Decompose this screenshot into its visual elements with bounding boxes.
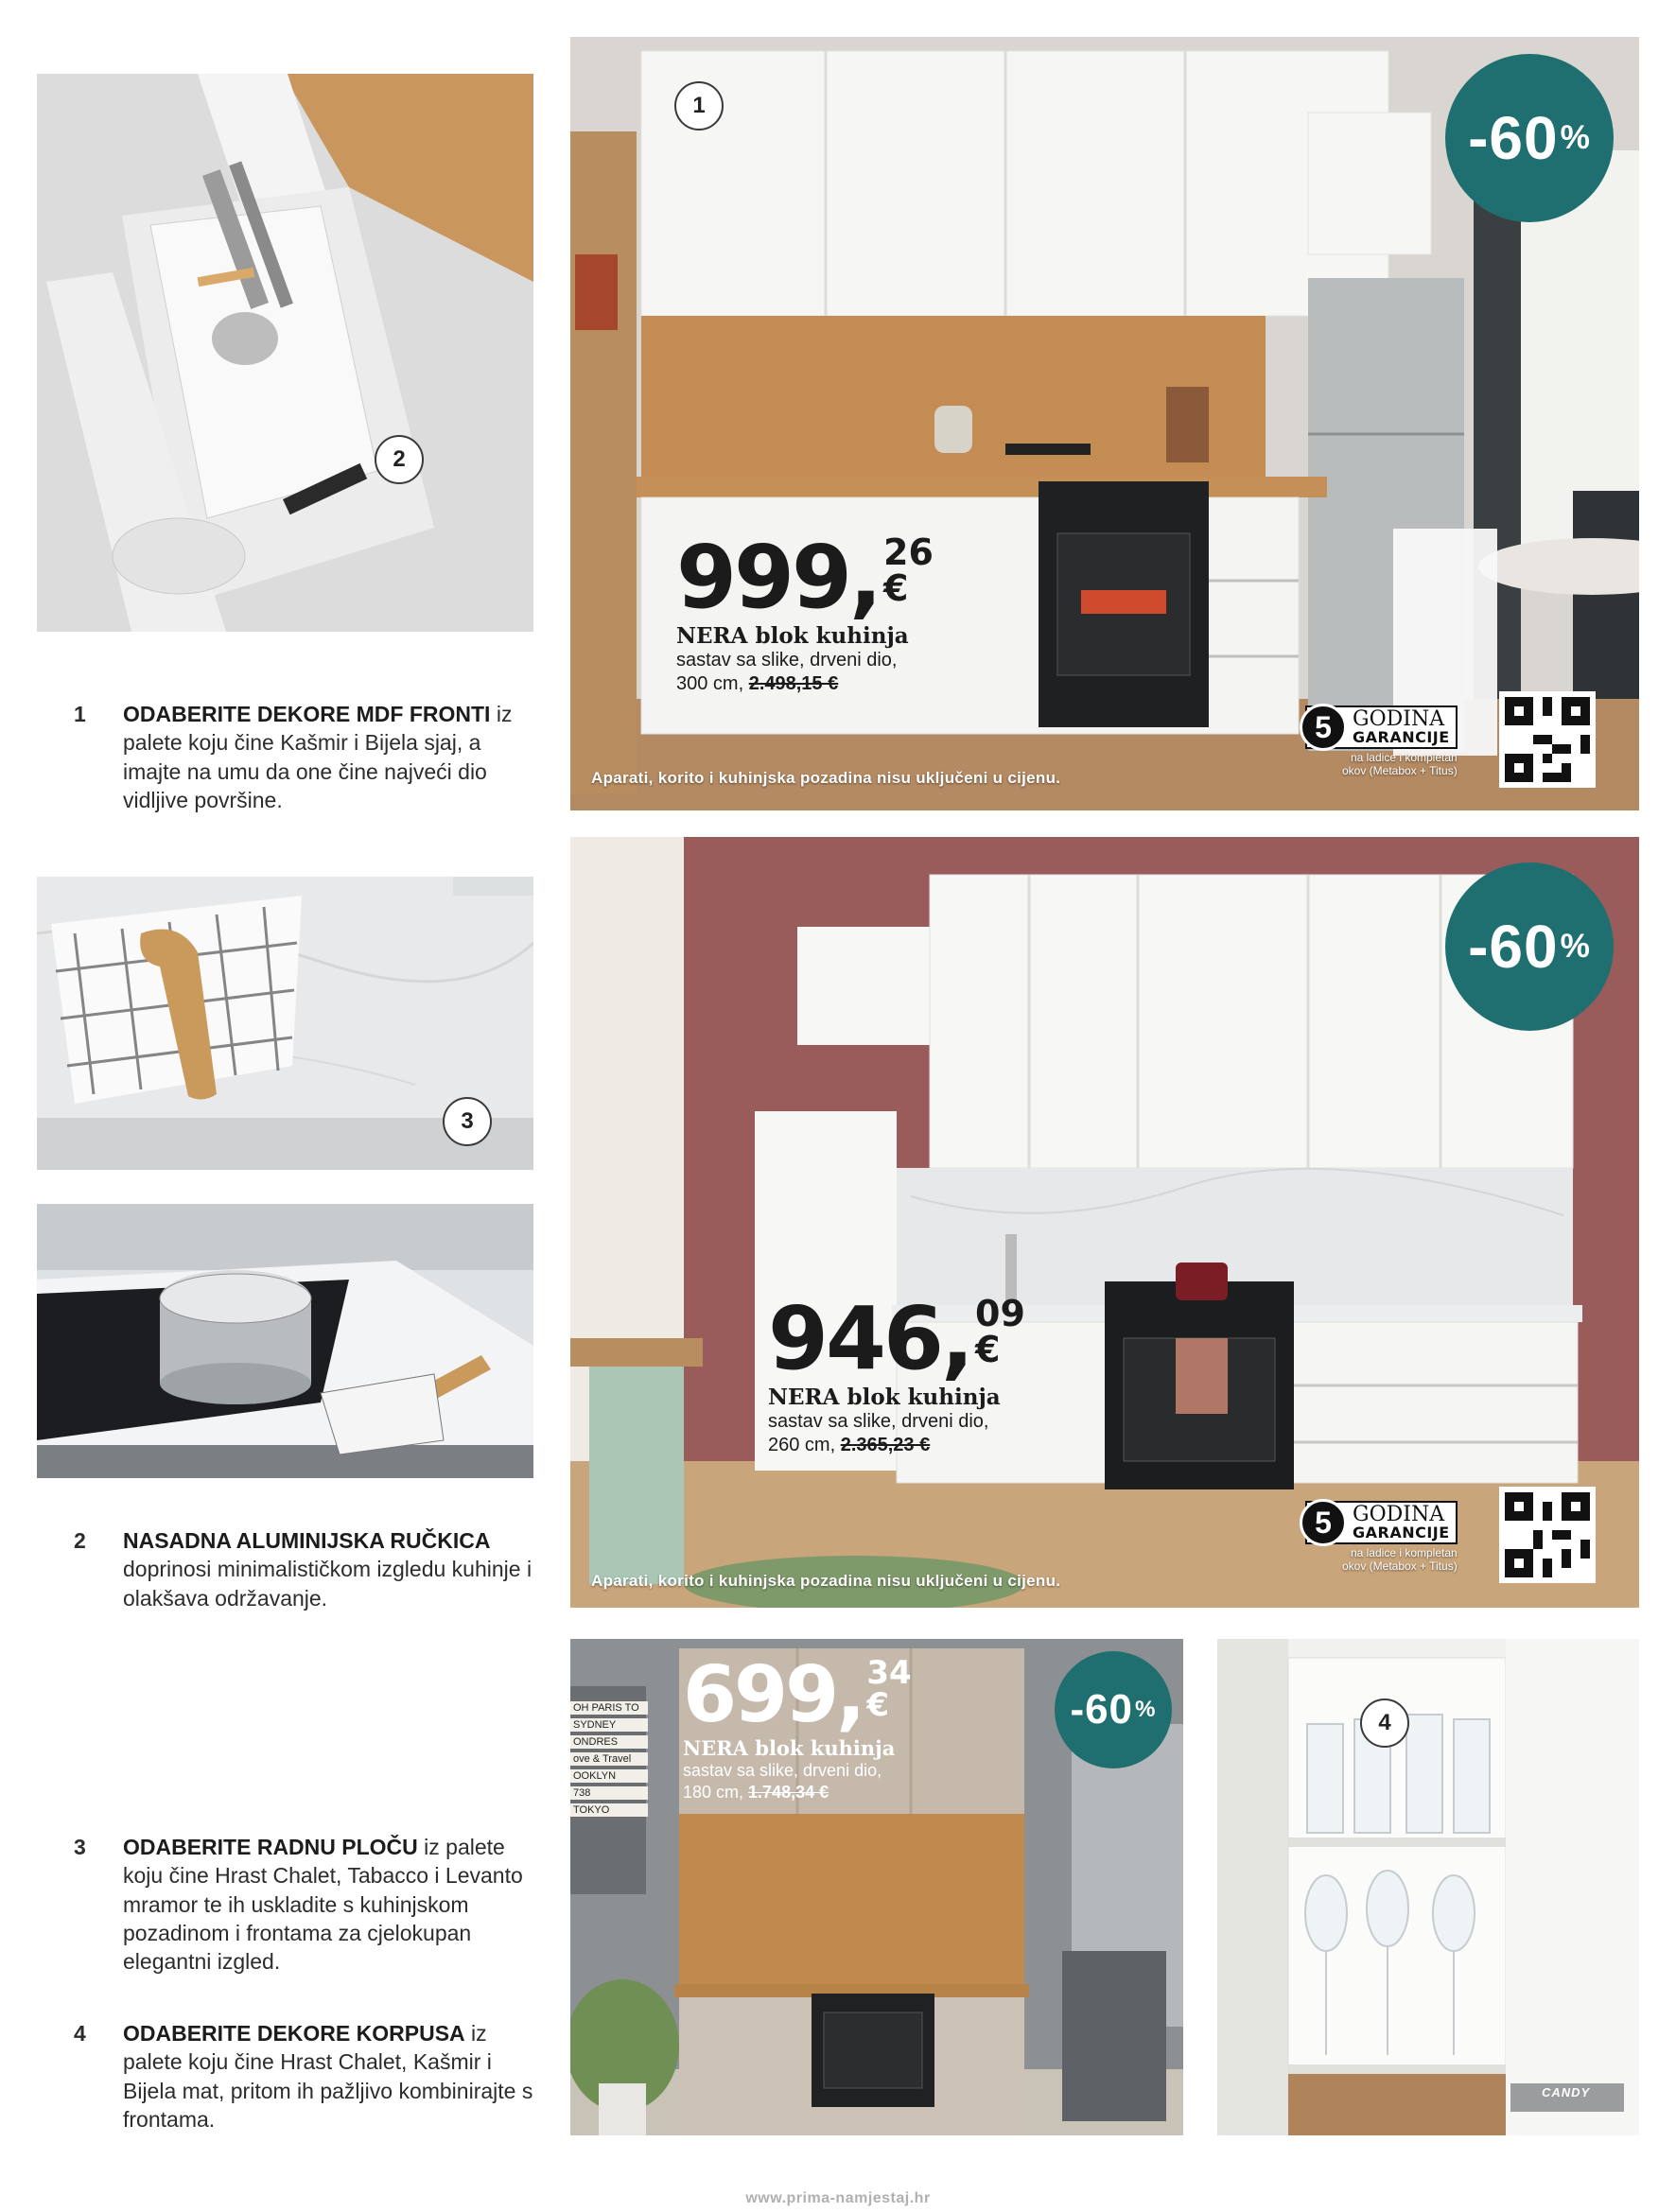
discount-percent: % (1560, 119, 1591, 156)
price-currency: € (975, 1329, 1001, 1370)
feature-heading: ODABERITE DEKORE MDF FRONTI (123, 702, 491, 726)
badge-number-3: 3 (443, 1097, 492, 1146)
feature-number: 4 (74, 2021, 86, 2046)
price-currency: € (883, 567, 909, 609)
feature-heading: ODABERITE RADNU PLOČU (123, 1835, 418, 1859)
sign-label: OOKLYN (570, 1769, 648, 1783)
price-integer: 999, (676, 527, 880, 628)
warranty-number: 5 (1300, 704, 1347, 751)
warranty-note-line1: na ladice i kompletan (1350, 1546, 1458, 1559)
sign-label: ove & Travel (570, 1752, 648, 1766)
warranty-number: 5 (1300, 1499, 1347, 1546)
old-price: 1.748,34 € (748, 1782, 829, 1802)
warranty-word-garancije: GARANCIJE (1353, 728, 1450, 746)
product-desc-line1: sastav sa slike, drveni dio, (676, 650, 898, 671)
disclaimer-2: Aparati, korito i kuhinjska pozadina nisu uključeni u cijenu. (591, 1572, 1061, 1590)
price-currency: € (866, 1686, 889, 1724)
discount-value: -60 (1070, 1686, 1134, 1733)
feature-3 (74, 1833, 537, 1977)
product-desc-length: 300 cm, (676, 673, 749, 694)
product-desc-length: 260 cm, (768, 1435, 841, 1455)
feature-heading: NASADNA ALUMINIJSKA RUČKICA (123, 1528, 491, 1553)
photo-drawer-detail (37, 74, 533, 632)
badge-number-1: 1 (674, 81, 724, 131)
feature-text: iz palete koju čine Kašmir i Bijela sjaj, a imajte na umu da one čine najveći dio vidljive površine. (123, 702, 513, 813)
discount-badge-1 (1445, 54, 1614, 222)
feature-heading: ODABERITE DEKORE KORPUSA (123, 2021, 465, 2046)
price-cents: 09 (975, 1293, 1025, 1334)
sign-label: 738 (570, 1786, 648, 1800)
sign-label: SYDNEY (570, 1718, 648, 1732)
discount-percent: % (1560, 928, 1591, 965)
price-cents: 34 (866, 1654, 912, 1692)
price-cents: 26 (883, 531, 934, 573)
feature-4 (74, 2019, 537, 2134)
old-price: 2.365,23 € (840, 1435, 931, 1455)
feature-number: 3 (74, 1835, 86, 1859)
feature-1 (74, 700, 537, 814)
warranty-badge-1 (1305, 705, 1458, 778)
sign-label: OH PARIS TO (570, 1701, 648, 1715)
feature-number: 1 (74, 702, 86, 726)
warranty-note-line1: na ladice i kompletan (1350, 751, 1458, 764)
price-block-2 (768, 1288, 1025, 1457)
feature-text: iz palete koju čine Hrast Chalet, Tabacco i Levanto mramor te ih uskladite s kuhinjskom pozadinom i frontama za cjelokupan elegantni izgled. (123, 1835, 523, 1975)
warranty-note-line2: okov (Metabox + Titus) (1341, 764, 1458, 778)
product-name: NERA blok kuhinja (683, 1736, 896, 1760)
warranty-note-line2: okov (Metabox + Titus) (1341, 1559, 1458, 1574)
product-desc-line1: sastav sa slike, drveni dio, (683, 1761, 882, 1780)
feature-2 (74, 1526, 537, 1612)
warranty-word-godina: GODINA (1353, 707, 1445, 731)
decor-signpost (570, 1698, 648, 1820)
product-name: NERA blok kuhinja (768, 1385, 1001, 1410)
sign-label: ONDRES (570, 1735, 648, 1749)
qr-code-1[interactable] (1499, 691, 1596, 788)
badge-number-4: 4 (1360, 1698, 1409, 1748)
product-desc-line1: sastav sa slike, drveni dio, (768, 1411, 989, 1432)
discount-badge-2 (1445, 862, 1614, 1031)
product-desc-length: 180 cm, (683, 1782, 749, 1802)
feature-text: iz palete koju čine Hrast Chalet, Kašmir i Bijela mat, pritom ih pažljivo kombinirajte s frontama. (123, 2021, 533, 2133)
feature-text: doprinosi minimalističkom izgledu kuhinje i olakšava održavanje. (123, 1557, 532, 1611)
discount-value: -60 (1468, 913, 1559, 981)
photo-cooktop (37, 1204, 533, 1478)
discount-percent: % (1135, 1697, 1157, 1722)
price-integer: 946, (768, 1288, 971, 1389)
qr-code-2[interactable] (1499, 1487, 1596, 1583)
sign-label: TOKYO (570, 1803, 648, 1817)
warranty-badge-2 (1305, 1501, 1458, 1574)
price-integer: 699, (683, 1650, 864, 1740)
old-price: 2.498,15 € (748, 673, 839, 694)
price-block-1 (676, 527, 934, 696)
discount-badge-3 (1055, 1651, 1172, 1768)
warranty-word-godina: GODINA (1353, 1503, 1445, 1526)
photo-glass-cabinet (1217, 1639, 1639, 2135)
warranty-word-garancije: GARANCIJE (1353, 1524, 1450, 1541)
discount-value: -60 (1468, 104, 1559, 172)
price-block-3 (683, 1650, 912, 1803)
product-name: NERA blok kuhinja (676, 623, 909, 649)
feature-number: 2 (74, 1528, 86, 1553)
brand-label: CANDY (1542, 2085, 1591, 2099)
footer-url[interactable]: www.prima-namjestaj.hr (745, 2190, 931, 2206)
badge-number-2: 2 (375, 435, 424, 484)
disclaimer-1: Aparati, korito i kuhinjska pozadina nisu uključeni u cijenu. (591, 769, 1061, 787)
